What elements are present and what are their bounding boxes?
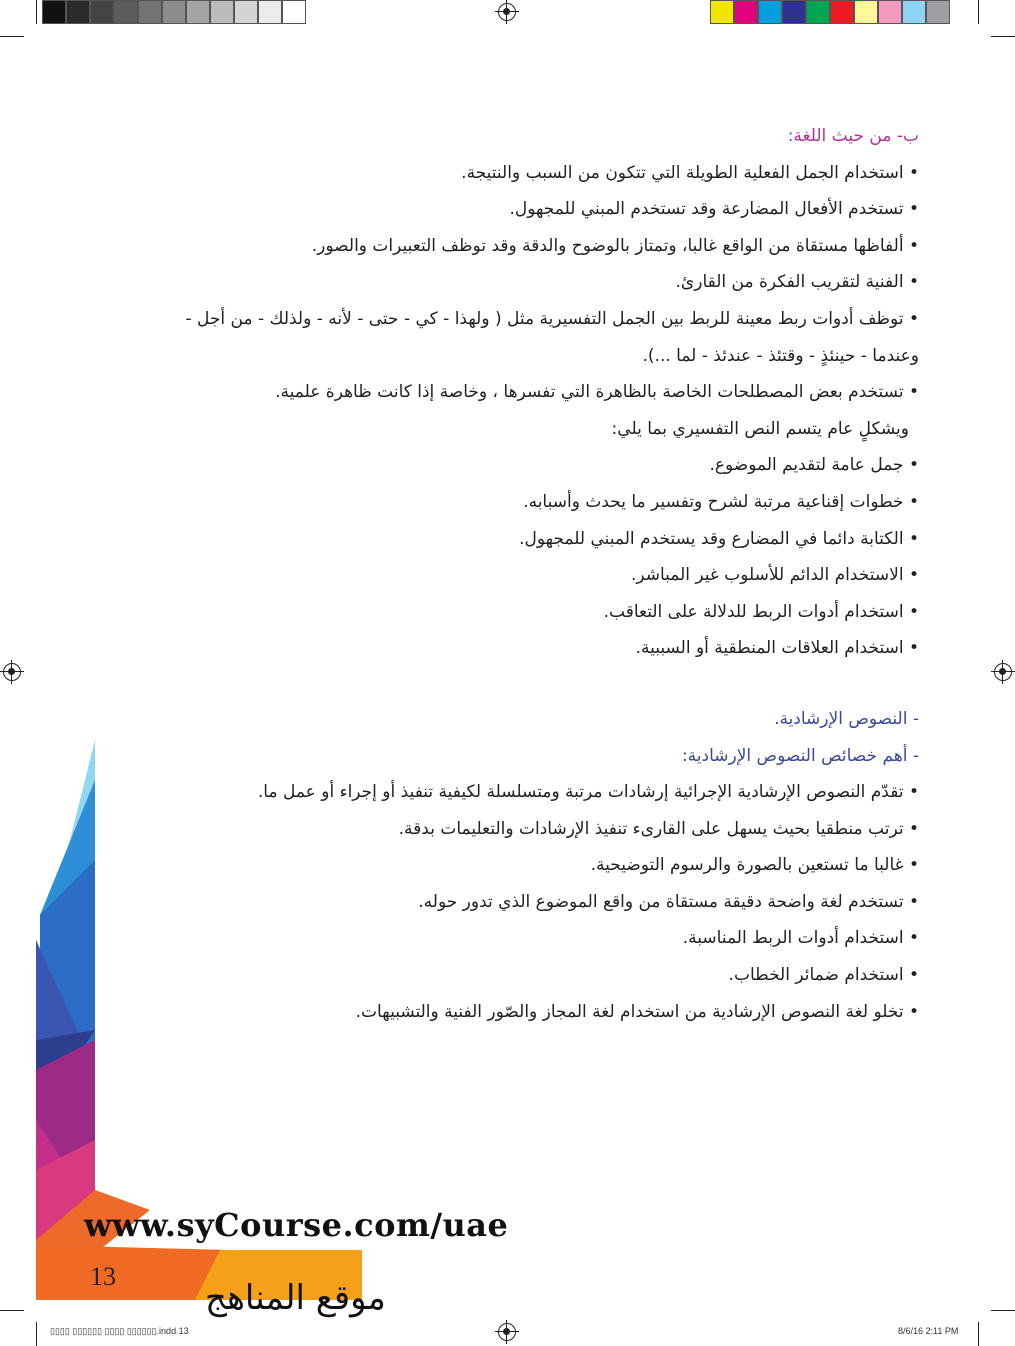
crop-mark	[36, 1322, 37, 1346]
crop-mark	[0, 36, 24, 37]
list-item: • تخلو لغة النصوص الإرشادية من استخدام لغة المجاز والصّور الفنية والتشبيهات.	[89, 994, 919, 1031]
list-item: • استخدام أدوات الربط المناسبة.	[89, 920, 919, 957]
list-item: • توظف أدوات ربط معينة للربط بين الجمل التفسيرية مثل ( ولهذا - كي - حتى - لأنه - ولذلك - من أجل -	[89, 301, 919, 338]
list-item: • تستخدم لغة واضحة دقيقة مستقاة من واقع الموضوع الذي تدور حوله.	[89, 884, 919, 921]
print-slug-file: ▯▯▯▯ ▯▯▯▯▯▯ ▯▯▯▯ ▯▯▯▯▯▯.indd 13	[50, 1326, 189, 1336]
list-item: • ألفاظها مستقاة من الواقع غالبا، وتمتاز بالوضوح والدقة وقد توظف التعبيرات والصور.	[89, 228, 919, 265]
list-item: • استخدام ضمائر الخطاب.	[89, 957, 919, 994]
page-number: 13	[90, 1262, 116, 1291]
color-swatch	[90, 0, 114, 24]
list-item: • خطوات إقناعية مرتبة لشرح وتفسير ما يحدث وأسبابه.	[89, 484, 919, 521]
general-traits-intro: ويشكلٍ عام يتسم النص التفسيري بما يلي:	[611, 418, 909, 439]
color-swatch	[66, 0, 90, 24]
color-swatch	[806, 0, 830, 24]
color-swatch	[42, 0, 66, 24]
list-item: • الاستخدام الدائم للأسلوب غير المباشر.	[89, 557, 919, 594]
crop-mark	[978, 1322, 979, 1346]
color-swatch	[258, 0, 282, 24]
color-swatch	[782, 0, 806, 24]
crop-mark	[978, 0, 979, 24]
crop-mark	[991, 36, 1015, 37]
list-item: • تستخدم الأفعال المضارعة وقد تستخدم المبني للمجهول.	[89, 191, 919, 228]
list-item: • ترتب منطقيا بحيث يسهل على القارىء تنفيذ الإرشادات والتعليمات بدقة.	[89, 811, 919, 848]
section-heading-language: ب- من حيث اللغة:	[787, 126, 919, 146]
section-heading-instructional: - النصوص الإرشادية.	[774, 708, 919, 729]
color-swatch	[234, 0, 258, 24]
color-swatch	[710, 0, 734, 24]
list-item: • استخدام أدوات الربط للدلالة على التعاقب.	[89, 594, 919, 631]
crop-mark	[36, 0, 37, 24]
color-swatch	[186, 0, 210, 24]
site-name-arabic: موقع المناهج	[205, 1278, 386, 1318]
color-swatch	[162, 0, 186, 24]
color-swatch	[878, 0, 902, 24]
color-swatch	[758, 0, 782, 24]
list-item: • استخدام الجمل الفعلية الطويلة التي تتكون من السبب والنتيجة.	[89, 155, 919, 192]
color-swatch	[926, 0, 950, 24]
crop-mark	[0, 1310, 24, 1311]
color-swatch	[734, 0, 758, 24]
color-swatch	[282, 0, 306, 24]
registration-mark-icon	[498, 1323, 516, 1341]
color-swatch	[114, 0, 138, 24]
color-swatch	[830, 0, 854, 24]
list-item: • تستخدم بعض المصطلحات الخاصة بالظاهرة التي تفسرها ، وخاصة إذا كانت ظاهرة علمية.	[89, 374, 919, 411]
list-item-continuation: وعندما - حينئذٍ - وقتئذ - عندئذ - لما ...).	[642, 345, 919, 366]
list-item: • استخدام العلاقات المنطقية أو السببية.	[89, 630, 919, 667]
color-swatch	[138, 0, 162, 24]
registration-mark-icon	[3, 663, 21, 681]
list-item: • تقدّم النصوص الإرشادية الإجرائية إرشادات مرتبة ومتسلسلة لكيفية تنفيذ أو إجراء أو عمل ما.	[89, 774, 919, 811]
crop-mark	[991, 1310, 1015, 1311]
color-swatch	[854, 0, 878, 24]
color-swatch	[210, 0, 234, 24]
registration-mark-icon	[994, 663, 1012, 681]
registration-mark-icon	[498, 3, 516, 21]
list-item: • الكتابة دائما في المضارع وقد يستخدم المبني للمجهول.	[89, 521, 919, 558]
print-slug-date: 8/6/16 2:11 PM	[898, 1326, 959, 1336]
grayscale-bar	[42, 0, 306, 24]
page-content	[89, 118, 919, 1030]
color-bar	[710, 0, 950, 24]
website-url[interactable]: www.syCourse.com/uae	[84, 1206, 509, 1244]
color-swatch	[902, 0, 926, 24]
list-item: • جمل عامة لتقديم الموضوع.	[89, 447, 919, 484]
list-item: • الفنية لتقريب الفكرة من القارئ.	[89, 264, 919, 301]
list-item: • غالبا ما تستعين بالصورة والرسوم التوضيحية.	[89, 847, 919, 884]
section-subheading-instructional: - أهم خصائص النصوص الإرشادية:	[681, 745, 919, 766]
